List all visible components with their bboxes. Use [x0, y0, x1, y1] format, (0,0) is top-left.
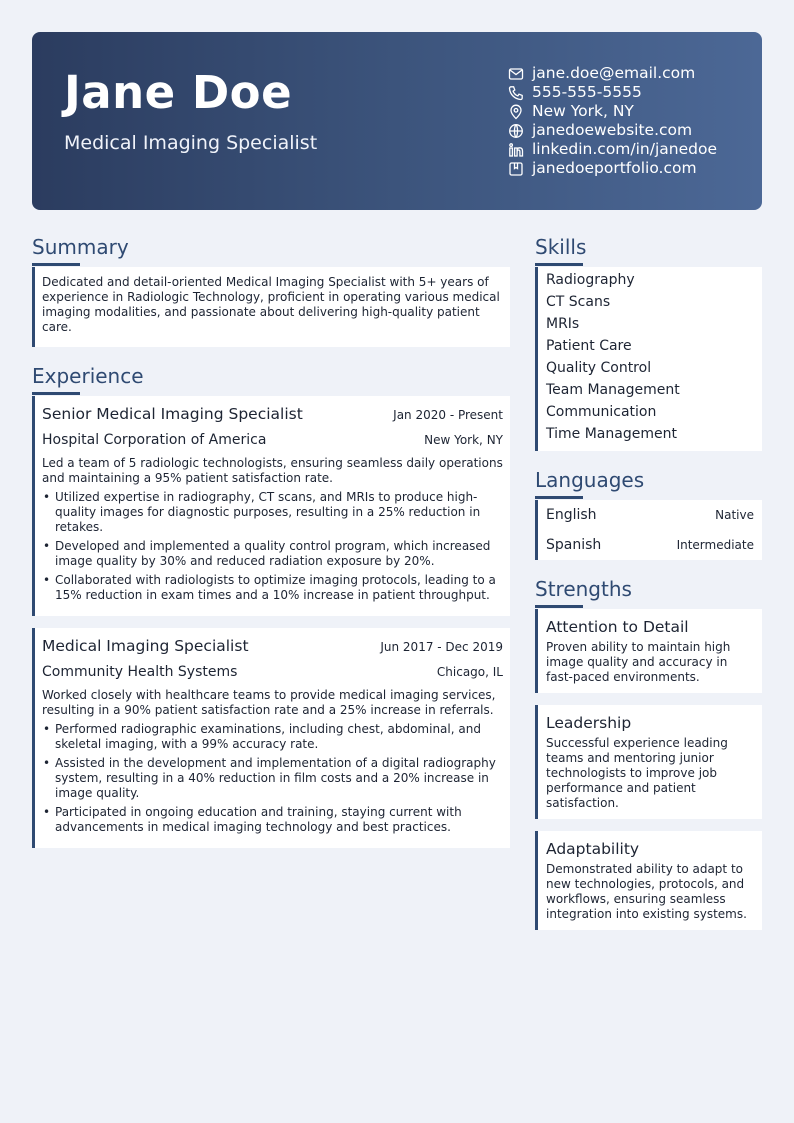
contact-text: janedoewebsite.com	[532, 121, 693, 139]
skill-item: Radiography	[546, 272, 635, 288]
candidate-name: Jane Doe	[64, 66, 293, 119]
skill-item: Quality Control	[546, 360, 652, 376]
contact-location	[508, 102, 717, 121]
job-location: Chicago, IL	[436, 665, 503, 679]
contact-text: New York, NY	[532, 102, 634, 120]
strength-title: Leadership	[546, 714, 632, 732]
language-level: Native	[715, 508, 754, 522]
job-dates: Jun 2017 - Dec 2019	[380, 640, 503, 654]
summary-text: Dedicated and detail-oriented Medical Imaging Specialist with 5+ years of experience in Radiologic Technology, proficient in operating various medical imaging modalities, and passionate about delivering high-quality patient care.	[42, 275, 500, 334]
phone-icon	[508, 85, 524, 101]
strength-item	[535, 609, 762, 693]
language-item	[535, 530, 762, 560]
job-company: Community Health Systems	[42, 664, 238, 680]
strength-item	[535, 705, 762, 819]
experience-heading: Experience	[32, 364, 144, 388]
contact-text: linkedin.com/in/janedoe	[532, 140, 717, 158]
job-location: New York, NY	[424, 433, 503, 447]
job-bullet: • Performed radiographic examinations, including chest, abdominal, and skeletal imaging, with a 99% accuracy rate.	[42, 722, 503, 752]
contact-portfolio[interactable]	[508, 159, 717, 178]
skill-item: Patient Care	[546, 338, 632, 354]
job-bullet: • Assisted in the development and implementation of a digital radiography system, resulting in a 40% reduction in film costs and a 20% increase in image quality.	[42, 756, 503, 801]
contact-website[interactable]	[508, 121, 717, 140]
contact-text: 555-555-5555	[532, 83, 642, 101]
job-company: Hospital Corporation of America	[42, 432, 267, 448]
contact-phone[interactable]	[508, 83, 717, 102]
globe-icon	[508, 123, 524, 139]
portfolio-icon	[508, 161, 524, 177]
language-level: Intermediate	[676, 538, 754, 552]
languages-heading: Languages	[535, 468, 645, 492]
job-dates: Jan 2020 - Present	[393, 408, 503, 422]
job-title: Medical Imaging Specialist	[42, 637, 249, 655]
strength-description: Proven ability to maintain high image quality and accuracy in fast-paced environments.	[546, 640, 731, 684]
strength-title: Attention to Detail	[546, 618, 689, 636]
strength-description: Demonstrated ability to adapt to new technologies, protocols, and workflows, ensuring seamless integration into existing systems.	[546, 862, 747, 921]
strengths-heading: Strengths	[535, 577, 632, 601]
job-title: Senior Medical Imaging Specialist	[42, 405, 303, 423]
job-description: Led a team of 5 radiologic technologists, ensuring seamless daily operations and maintaining a 95% patient satisfaction rate.	[42, 456, 503, 485]
job-bullet: • Utilized expertise in radiography, CT scans, and MRIs to produce high-quality images for diagnostic purposes, resulting in a 25% reduction in retakes.	[42, 490, 503, 535]
language-item	[535, 500, 762, 530]
strength-item	[535, 831, 762, 930]
skills-heading: Skills	[535, 235, 587, 259]
strength-title: Adaptability	[546, 840, 640, 858]
linkedin-icon	[508, 142, 524, 158]
skill-item: MRIs	[546, 316, 580, 332]
summary-card	[32, 267, 510, 347]
job-bullet: • Developed and implemented a quality control program, which increased image quality by 30% and reduced radiation exposure by 20%.	[42, 539, 503, 569]
contact-text: jane.doe@email.com	[532, 64, 696, 82]
job-description: Worked closely with healthcare teams to provide medical imaging services, resulting in a 90% patient satisfaction rate and a 25% increase in referrals.	[42, 688, 496, 717]
contact-list	[508, 64, 717, 178]
candidate-title: Medical Imaging Specialist	[64, 132, 318, 154]
envelope-icon	[508, 66, 524, 82]
strength-description: Successful experience leading teams and mentoring junior technologists to improve job performance and patient satisfaction.	[546, 736, 728, 810]
contact-text: janedoeportfolio.com	[532, 159, 697, 177]
contact-email[interactable]	[508, 64, 717, 83]
experience-item	[32, 628, 510, 848]
job-bullet: • Participated in ongoing education and training, staying current with advancements in medical imaging technology and best practices.	[42, 805, 503, 835]
language-name: English	[546, 507, 597, 523]
job-bullets	[42, 722, 503, 835]
location-pin-icon	[508, 104, 524, 120]
job-bullet: • Collaborated with radiologists to optimize imaging protocols, leading to a 15% reduction in exam times and a 10% increase in patient throughput.	[42, 573, 503, 603]
skill-item: CT Scans	[546, 294, 611, 310]
language-name: Spanish	[546, 537, 602, 553]
resume-header	[32, 32, 762, 210]
skill-item: Communication	[546, 404, 657, 420]
skill-item: Team Management	[546, 382, 680, 398]
job-bullets	[42, 490, 503, 603]
skills-card	[535, 267, 762, 451]
summary-heading: Summary	[32, 235, 129, 259]
skill-item: Time Management	[546, 426, 677, 442]
experience-item	[32, 396, 510, 616]
contact-linkedin[interactable]	[508, 140, 717, 159]
